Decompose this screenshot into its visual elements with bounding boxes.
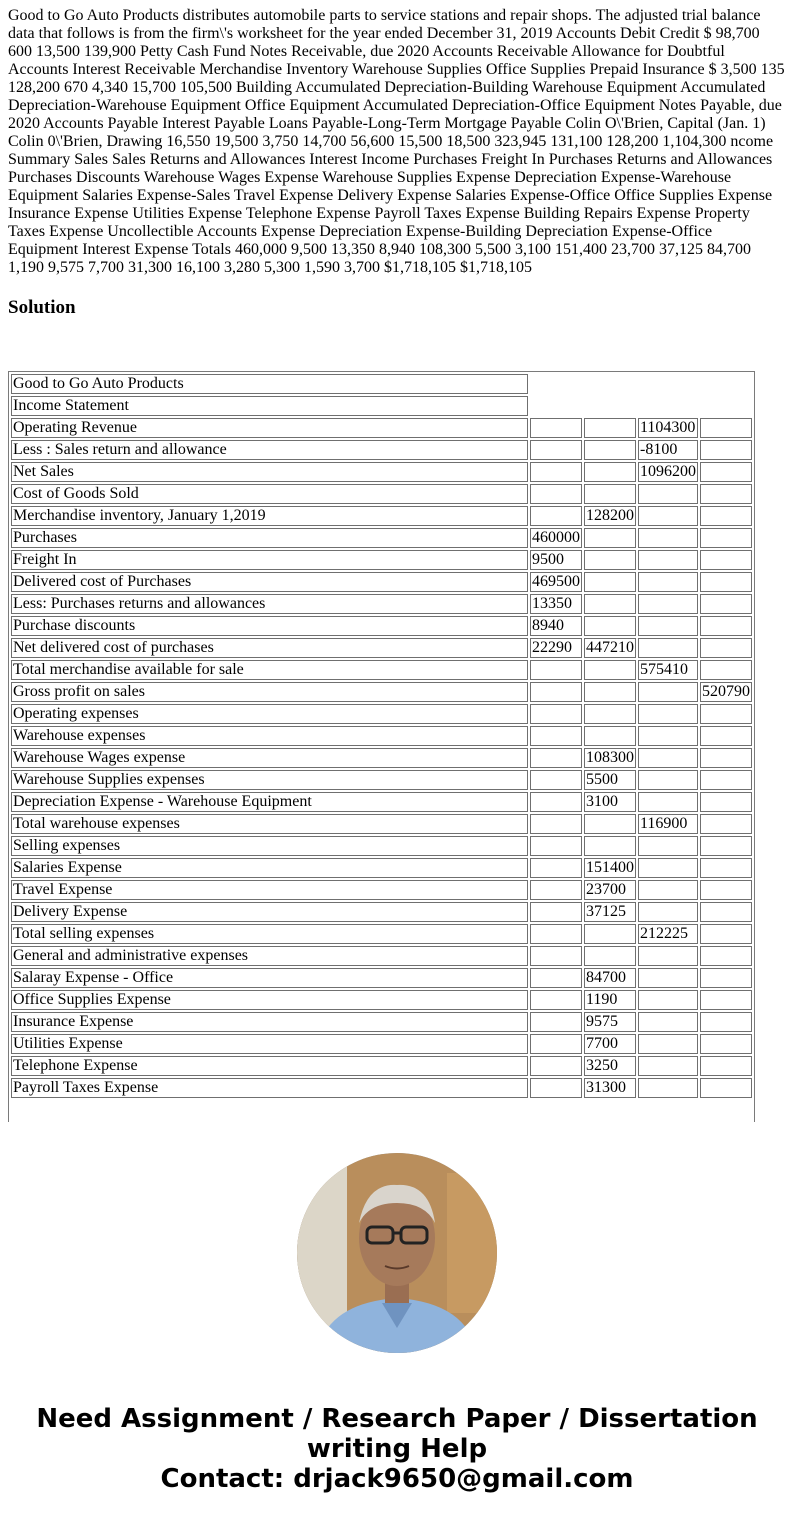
row-amount [584,440,636,460]
row-label: Purchases [11,528,528,548]
row-amount [530,946,582,966]
row-amount [638,506,698,526]
row-amount: 1104300 [638,418,698,438]
statement-row [11,704,752,724]
row-label: Merchandise inventory, January 1,2019 [11,506,528,526]
row-amount [530,1078,582,1098]
row-label: Less : Sales return and allowance [11,440,528,460]
row-amount [700,484,752,504]
company-name: Good to Go Auto Products [11,374,528,394]
row-amount [530,990,582,1010]
row-amount [638,792,698,812]
row-amount [638,1078,698,1098]
row-amount [700,440,752,460]
row-label: Purchase discounts [11,616,528,636]
statement-row [11,726,752,746]
row-amount [700,836,752,856]
row-amount [638,968,698,988]
problem-text: Good to Go Auto Products distributes automobile parts to service stations and repair shops. The adjusted trial balance data that follows is from the firm\'s worksheet for the year ended December 31, 2019 Accounts Debit Credit $ 98,700 600 13,500 139,900 Petty Cash Fund Notes Receivable, due 2020 Accounts Receivable Allowance for Doubtful Accounts Interest Receivable Merchandise Inventory Warehouse Supplies Office Supplies Prepaid Insurance $ 3,500 135 128,200 670 4,340 15,700 105,500 Building Accumulated Depreciation-Building Warehouse Equipment Accumulated Depreciation-Warehouse Equipment Office Equipment Accumulated Depreciation-Office Equipment Notes Payable, due 2020 Accounts Payable Interest Payable Loans Payable-Long-Term Mortgage Payable Colin O\'Brien, Capital (Jan. 1) Colin 0\'Brien, Drawing 16,550 19,500 3,750 14,700 56,600 15,500 18,500 323,945 131,100 128,200 1,104,300 ncome Summary Sales Sales Returns and Allowances Interest Income Purchases Freight In Purchases Returns and Allowances Purchases Discounts Warehouse Wages Expense Warehouse Supplies Expense Depreciation Expense-Warehouse Equipment Salaries Expense-Sales Travel Expense Delivery Expense Salaries Expense-Office Office Supplies Expense Insurance Expense Utilities Expense Telephone Expense Payroll Taxes Expense Building Repairs Expense Property Taxes Expense Uncollectible Accounts Expense Depreciation Expense-Building Depreciation Expense-Office Equipment Interest Expense Totals 460,000 9,500 13,350 8,940 108,300 5,500 3,100 151,400 23,700 37,125 84,700 1,190 9,575 7,700 31,300 16,100 3,280 5,300 1,590 3,700 $1,718,105 $1,718,105 [8,7,785,276]
row-amount [638,1012,698,1032]
row-amount [584,660,636,680]
row-label: Salaray Expense - Office [11,968,528,988]
statement-row [11,924,752,944]
row-amount [530,462,582,482]
row-amount: 128200 [586,507,634,524]
row-amount: 31300 [584,1078,636,1098]
row-amount: 575410 [638,660,698,680]
row-amount [638,726,698,746]
row-amount [700,638,752,658]
row-amount: 460000 [532,529,580,546]
row-amount: 9500 [530,550,582,570]
row-amount [530,968,582,988]
row-amount [584,814,636,834]
row-amount [530,858,582,878]
statement-row [11,1034,752,1054]
row-amount: 212225 [638,924,698,944]
row-amount [584,484,636,504]
statement-row [11,1056,752,1076]
row-amount: 469500 [532,573,580,590]
row-amount: 116900 [638,814,698,834]
company-row [11,374,752,394]
row-amount [530,1012,582,1032]
row-amount [530,440,582,460]
row-label: Net Sales [11,462,528,482]
statement-row [11,990,752,1010]
row-amount [700,814,752,834]
statement-row [11,528,752,548]
row-amount: 8940 [530,616,582,636]
row-label: Utilities Expense [11,1034,528,1054]
row-amount [700,990,752,1010]
row-amount [530,418,582,438]
statement-row [11,594,752,614]
row-label: Warehouse Supplies expenses [11,770,528,790]
row-amount [638,1056,698,1076]
statement-row [11,638,752,658]
row-amount [530,1034,582,1054]
row-amount [638,770,698,790]
row-label: Total merchandise available for sale [11,660,528,680]
row-label: General and administrative expenses [11,946,528,966]
row-amount: -8100 [638,440,698,460]
row-label: Delivery Expense [11,902,528,922]
row-label: Freight In [11,550,528,570]
row-amount: 9575 [584,1012,636,1032]
row-amount [530,484,582,504]
row-label: Delivered cost of Purchases [11,572,528,592]
row-amount [700,1078,752,1098]
row-amount [530,506,582,526]
statement-row [11,1012,752,1032]
row-amount [530,704,582,724]
title-row [11,396,752,416]
row-amount [584,616,636,636]
row-amount [638,946,698,966]
row-amount [700,770,752,790]
row-label: Warehouse expenses [11,726,528,746]
row-amount [530,660,582,680]
row-label: Travel Expense [11,880,528,900]
row-amount [700,924,752,944]
statement-row [11,748,752,768]
row-amount: 520790 [702,683,750,700]
row-label: Insurance Expense [11,1012,528,1032]
promo-line-3: Contact: drjack9650@gmail.com [160,1464,634,1494]
promo-banner [0,1404,794,1494]
row-amount [584,594,636,614]
row-amount: 1190 [584,990,636,1010]
row-amount [638,594,698,614]
row-amount [700,528,752,548]
statement-row [11,462,752,482]
row-amount [700,616,752,636]
row-label: Warehouse Wages expense [11,748,528,768]
statement-row [11,792,752,812]
row-amount: 5500 [584,770,636,790]
row-label: Telephone Expense [11,1056,528,1076]
statement-row [11,616,752,636]
row-amount [638,1034,698,1054]
row-amount [584,462,636,482]
income-statement [8,371,755,1122]
row-amount: 37125 [584,902,636,922]
row-amount [700,858,752,878]
author-avatar [297,1153,497,1353]
statement-row [11,836,752,856]
row-amount [584,528,636,548]
row-amount [584,682,636,702]
row-amount [530,726,582,746]
row-label: Office Supplies Expense [11,990,528,1010]
row-amount [638,880,698,900]
row-amount [700,1056,752,1076]
row-amount [700,902,752,922]
row-amount: 23700 [584,880,636,900]
row-amount [700,1034,752,1054]
row-amount [700,946,752,966]
row-amount [530,880,582,900]
row-label: Payroll Taxes Expense [11,1078,528,1098]
promo-line-1: Need Assignment / Research Paper / Dissertation [36,1404,758,1434]
solution-heading: Solution [8,297,76,318]
row-amount [700,968,752,988]
row-amount [700,880,752,900]
row-amount [700,550,752,570]
row-amount [638,572,698,592]
row-amount [584,704,636,724]
row-label: Gross profit on sales [11,682,528,702]
income-statement-table [9,372,754,1100]
row-amount [530,770,582,790]
row-amount: 84700 [584,968,636,988]
row-amount: 13350 [530,594,582,614]
row-amount [700,418,752,438]
row-amount [700,792,752,812]
row-amount: 3250 [584,1056,636,1076]
row-amount: 447210 [586,639,634,656]
row-label: Cost of Goods Sold [11,484,528,504]
row-amount [700,506,752,526]
row-label: Total selling expenses [11,924,528,944]
row-amount: 3100 [584,792,636,812]
row-label: Total warehouse expenses [11,814,528,834]
row-label: Selling expenses [11,836,528,856]
row-amount [584,924,636,944]
row-label: Salaries Expense [11,858,528,878]
promo-line-2: writing Help [306,1434,488,1464]
statement-row [11,484,752,504]
statement-row [11,1078,752,1098]
statement-row [11,902,752,922]
row-amount [584,836,636,856]
statement-title: Income Statement [11,396,528,416]
row-amount [584,726,636,746]
row-amount [638,682,698,702]
statement-row [11,660,752,680]
statement-row [11,814,752,834]
row-amount [638,616,698,636]
row-amount [700,594,752,614]
statement-row [11,506,752,526]
row-amount [638,528,698,548]
row-amount [638,836,698,856]
row-amount: 108300 [586,749,634,766]
row-amount [700,660,752,680]
row-amount [700,462,752,482]
row-amount [638,858,698,878]
row-amount [530,814,582,834]
row-amount [530,1056,582,1076]
row-amount [584,572,636,592]
statement-row [11,440,752,460]
row-amount [638,550,698,570]
row-amount [584,550,636,570]
row-amount [530,748,582,768]
statement-row [11,770,752,790]
row-amount: 7700 [584,1034,636,1054]
row-label: Depreciation Expense - Warehouse Equipment [11,792,528,812]
row-label: Net delivered cost of purchases [11,638,528,658]
statement-row [11,946,752,966]
person-photo-icon [297,1153,497,1353]
row-amount [638,704,698,724]
row-amount [584,946,636,966]
row-amount [638,638,698,658]
row-amount [530,924,582,944]
row-amount [700,1012,752,1032]
row-label: Less: Purchases returns and allowances [11,594,528,614]
row-amount [530,902,582,922]
row-amount [530,792,582,812]
row-amount [638,990,698,1010]
statement-row [11,858,752,878]
row-amount [700,748,752,768]
statement-row [11,572,752,592]
row-amount [700,726,752,746]
statement-row [11,968,752,988]
statement-row [11,880,752,900]
row-amount [530,682,582,702]
row-amount: 151400 [586,859,634,876]
row-amount [584,418,636,438]
row-amount [700,572,752,592]
row-amount: 1096200 [640,463,696,480]
row-amount [638,748,698,768]
row-amount [700,704,752,724]
row-amount [530,836,582,856]
row-label: Operating Revenue [11,418,528,438]
row-label: Operating expenses [11,704,528,724]
row-amount: 22290 [530,638,582,658]
statement-row [11,682,752,702]
statement-row [11,418,752,438]
row-amount [638,902,698,922]
row-amount [638,484,698,504]
statement-row [11,550,752,570]
